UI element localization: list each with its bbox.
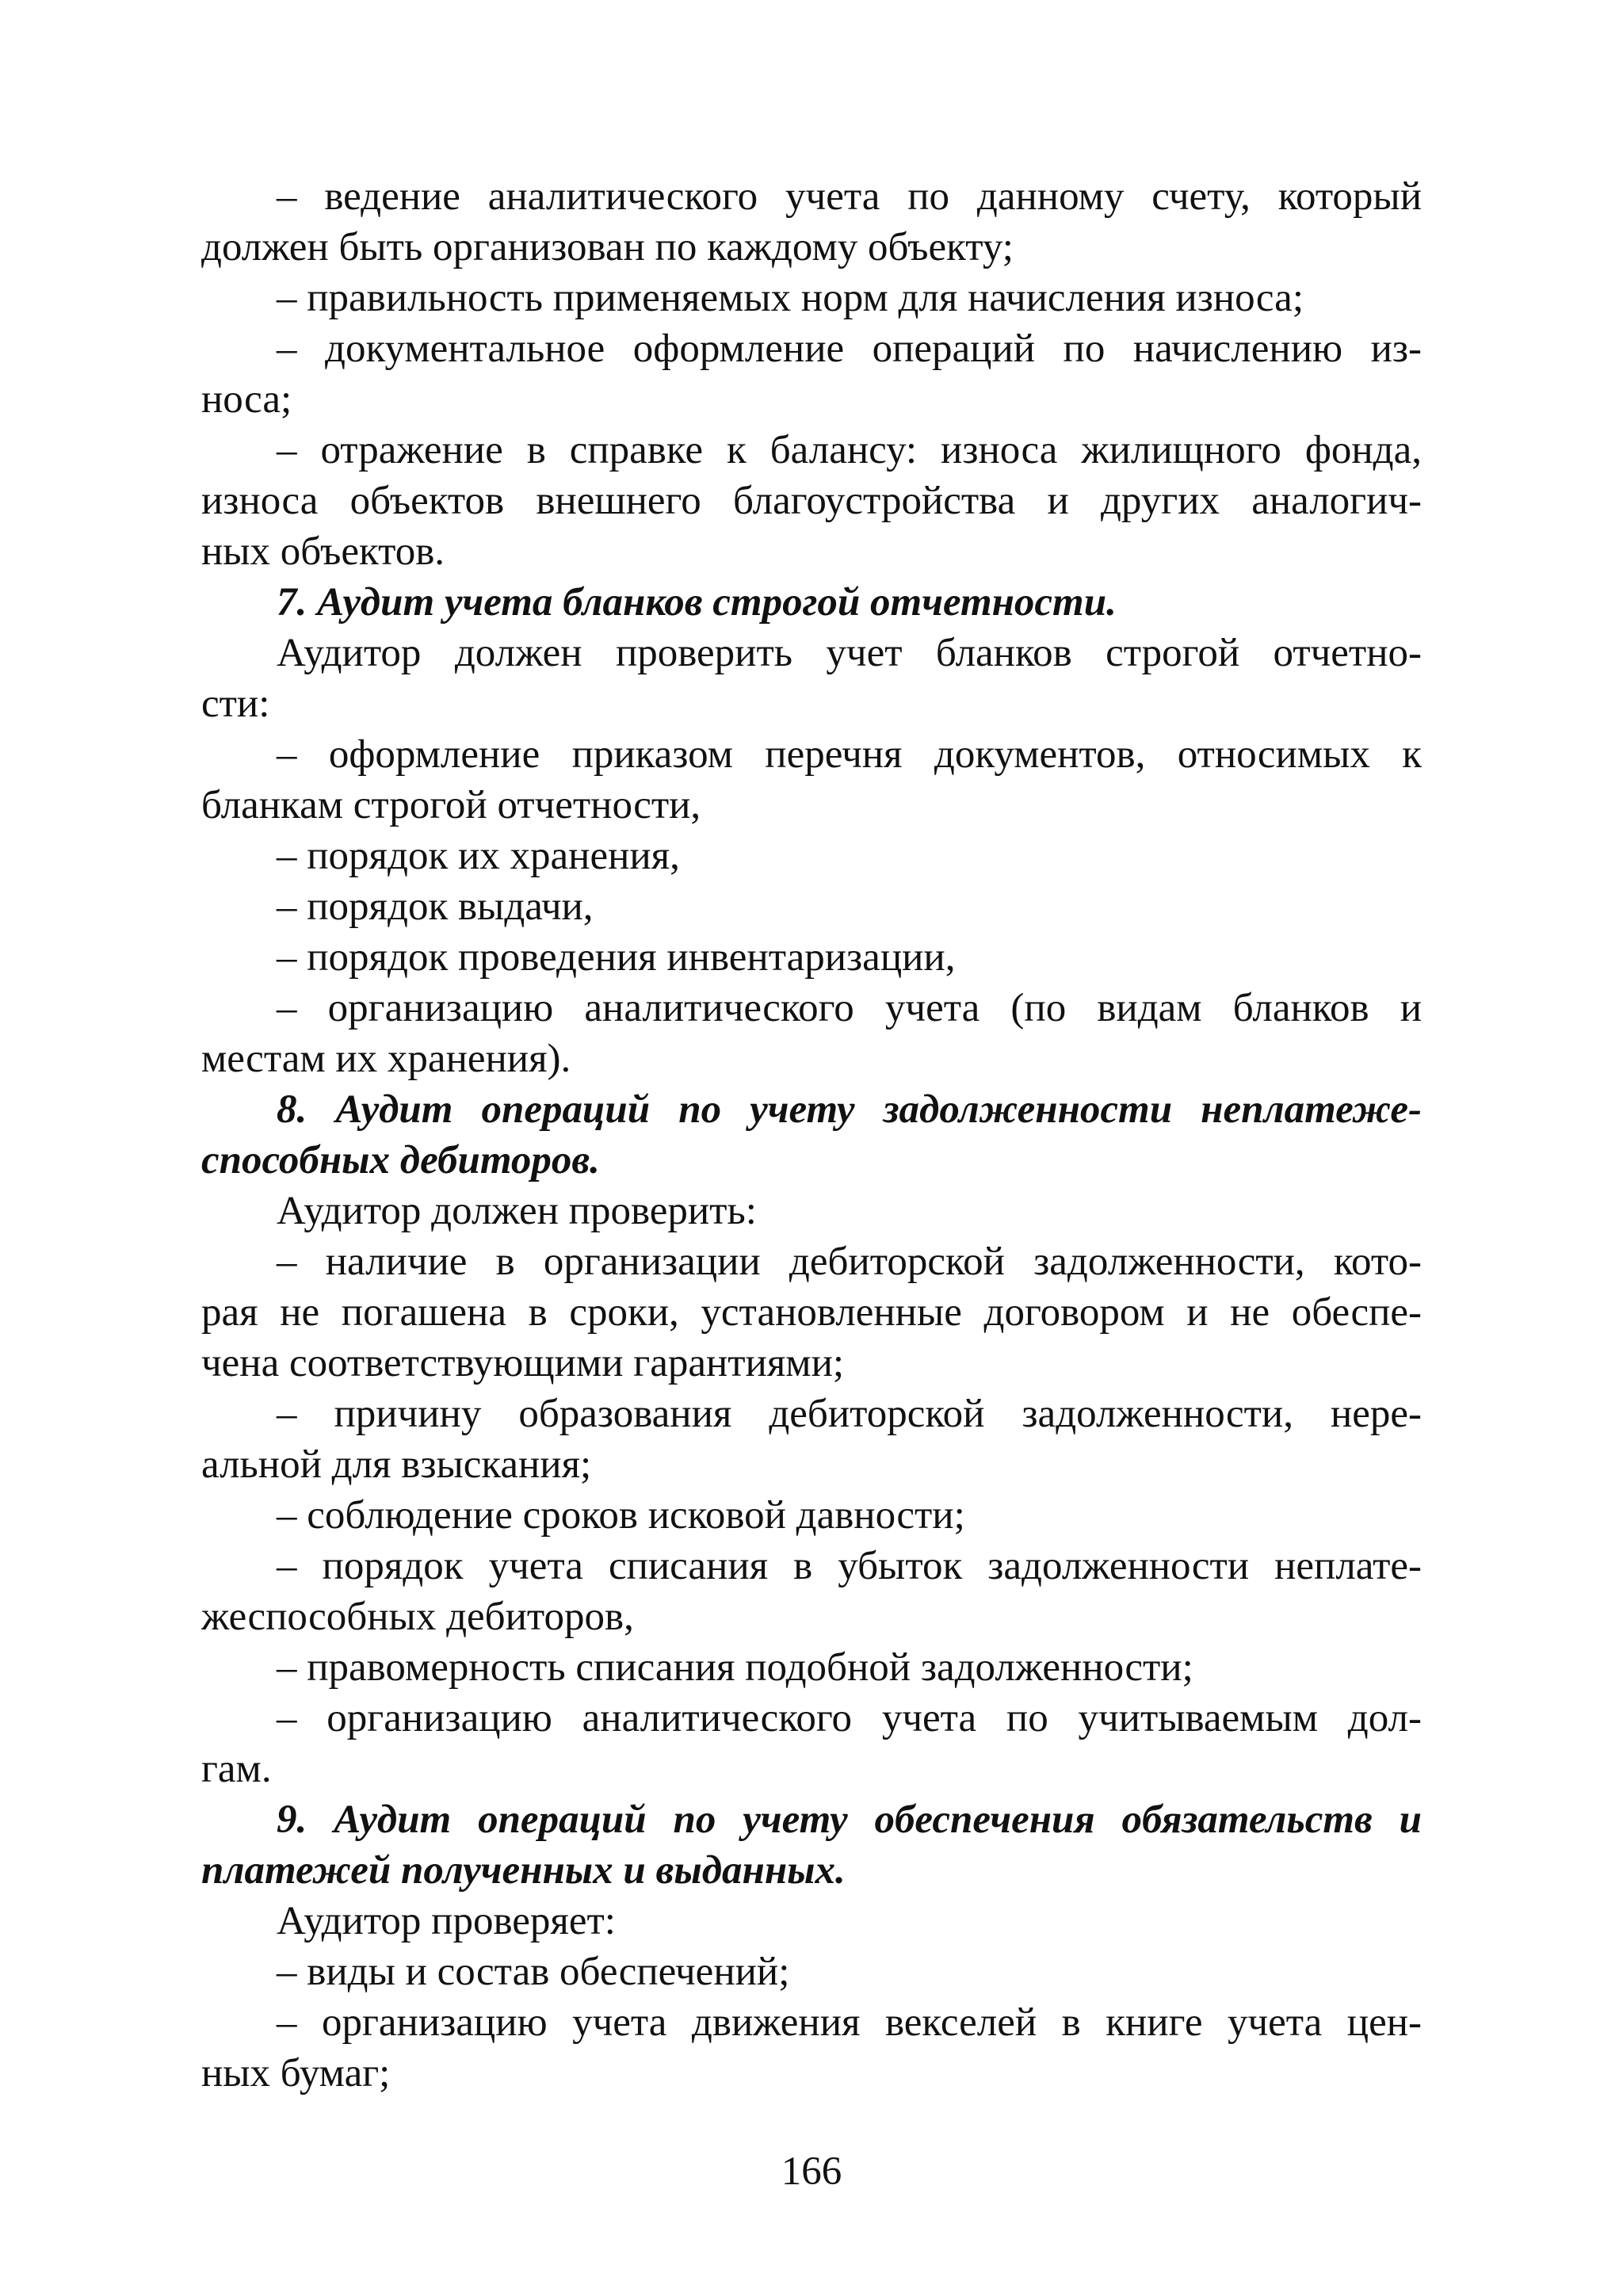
text-line: – оформление приказом перечня документов, относимых к — [277, 732, 1422, 777]
text-line: жеспособных дебиторов, — [201, 1595, 634, 1639]
text-line: – порядок учета списания в убыток задолженности неплате- — [277, 1544, 1422, 1588]
text-line: – виды и состав обеспечений; — [277, 1950, 790, 1994]
text-line: рая не погашена в сроки, установленные договором и не обеспе- — [201, 1290, 1422, 1335]
text-line: местам их хранения). — [201, 1037, 571, 1081]
text-line: ных объектов. — [201, 529, 445, 574]
text-line: сти: — [201, 682, 270, 726]
text-line: – порядок их хранения, — [277, 834, 680, 878]
text-line: – ведение аналитического учета по данному счету, который — [277, 174, 1422, 219]
text-line: – соблюдение сроков исковой давности; — [277, 1493, 965, 1538]
section-heading: 8. Аудит операций по учету задолженности неплатеже- — [277, 1087, 1422, 1132]
section-heading: способных дебиторов. — [201, 1138, 600, 1182]
page-body — [201, 171, 1422, 2099]
text-line: гам. — [201, 1747, 272, 1791]
text-line: износа объектов внешнего благоустройства и других аналогич- — [201, 479, 1422, 523]
text-line: – причину образования дебиторской задолженности, нере- — [277, 1392, 1422, 1436]
text-line: – порядок выдачи, — [277, 884, 594, 929]
text-line: – документальное оформление операций по начислению из- — [277, 327, 1422, 371]
text-line: должен быть организован по каждому объекту; — [201, 225, 1014, 269]
text-line: – организацию аналитического учета по учитываемым дол- — [277, 1696, 1422, 1740]
text-line: носа; — [201, 377, 292, 422]
text-line: Аудитор должен проверить учет бланков строгой отчетно- — [277, 631, 1422, 675]
text-line: ных бумаг; — [201, 2051, 391, 2095]
text-line: – организацию учета движения векселей в книге учета цен- — [277, 2000, 1422, 2045]
text-line: – отражение в справке к балансу: износа жилищного фонда, — [277, 428, 1422, 472]
text-line: – правомерность списания подобной задолженности; — [277, 1645, 1193, 1690]
text-line: альной для взыскания; — [201, 1442, 592, 1487]
text-line: – правильность применяемых норм для начисления износа; — [277, 276, 1304, 320]
text-line: – наличие в организации дебиторской задолженности, кото- — [277, 1240, 1422, 1284]
section-heading: 7. Аудит учета бланков строгой отчетности. — [277, 580, 1117, 625]
page-number: 166 — [781, 2149, 842, 2194]
text-line: – организацию аналитического учета (по видам бланков и — [277, 986, 1422, 1030]
text-line: Аудитор проверяет: — [277, 1899, 616, 1943]
text-line: чена соответствующими гарантиями; — [201, 1341, 845, 1385]
text-line: – порядок проведения инвентаризации, — [277, 935, 956, 980]
text-line: бланкам строгой отчетности, — [201, 783, 701, 827]
text-line: Аудитор должен проверить: — [277, 1189, 757, 1233]
section-heading: платежей полученных и выданных. — [201, 1848, 846, 1893]
section-heading: 9. Аудит операций по учету обеспечения обязательств и — [277, 1797, 1422, 1842]
